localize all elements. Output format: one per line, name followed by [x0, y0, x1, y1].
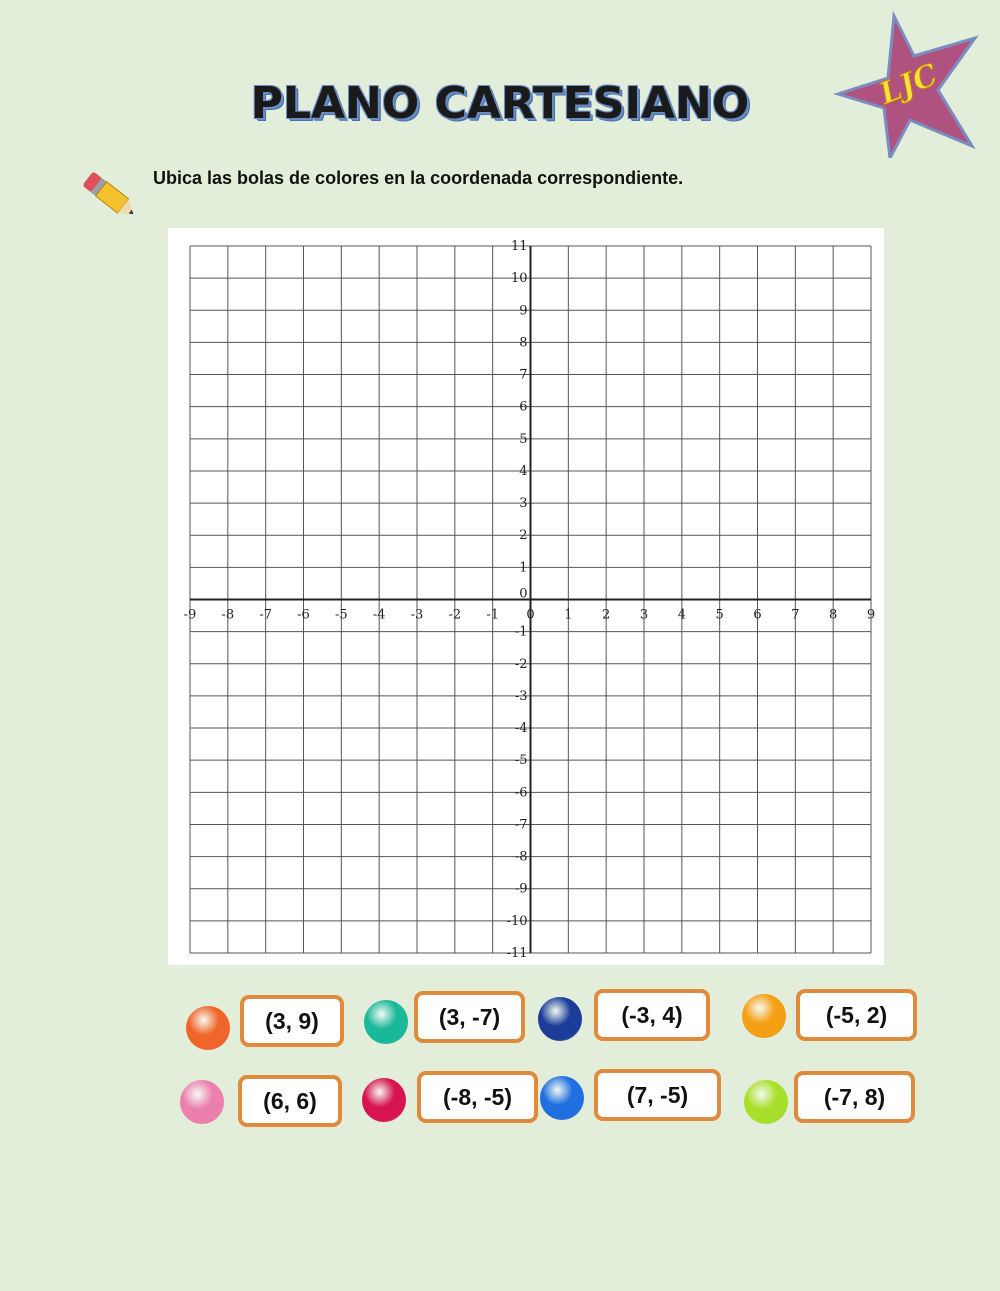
y-tick-label: -5 — [514, 753, 528, 769]
y-tick-label: 7 — [519, 367, 528, 383]
x-tick-label: 3 — [639, 607, 649, 623]
cartesian-grid — [168, 228, 884, 965]
y-tick-label: -10 — [506, 913, 528, 929]
x-tick-label: 9 — [866, 607, 876, 623]
coordinate-box: (-3, 4) — [594, 989, 710, 1041]
y-tick-label: -6 — [514, 785, 528, 801]
y-tick-label: 11 — [510, 239, 528, 254]
coordinate-box: (-5, 2) — [796, 989, 917, 1041]
y-tick-label: 10 — [510, 271, 528, 287]
y-tick-label: 5 — [519, 431, 528, 447]
y-tick-label: -9 — [514, 881, 528, 897]
y-tick-label: -3 — [514, 688, 528, 704]
x-tick-label: 2 — [602, 607, 611, 623]
color-ball[interactable] — [364, 1000, 408, 1044]
x-tick-label: -9 — [183, 607, 197, 623]
color-ball[interactable] — [180, 1080, 224, 1124]
x-tick-label: 0 — [526, 607, 535, 623]
coordinate-box: (6, 6) — [238, 1075, 342, 1127]
x-tick-label: -4 — [372, 607, 386, 623]
x-tick-label: -1 — [486, 607, 500, 623]
coordinate-box: (-7, 8) — [794, 1071, 915, 1123]
x-tick-label: -3 — [410, 607, 424, 623]
cartesian-plane — [168, 228, 884, 965]
x-tick-label: -2 — [448, 607, 462, 623]
y-tick-label: -1 — [514, 624, 528, 640]
y-tick-label: 9 — [519, 303, 528, 319]
y-tick-label: -4 — [514, 721, 528, 737]
x-tick-label: -7 — [259, 607, 273, 623]
x-tick-label: -5 — [334, 607, 348, 623]
y-tick-label: -7 — [514, 817, 528, 833]
y-tick-label: 3 — [519, 496, 528, 512]
x-tick-label: -8 — [221, 607, 235, 623]
y-tick-label: 4 — [519, 463, 528, 479]
color-ball[interactable] — [362, 1078, 406, 1122]
color-ball[interactable] — [540, 1076, 584, 1120]
x-tick-label: -6 — [297, 607, 310, 623]
coordinate-box: (3, 9) — [240, 995, 344, 1047]
color-ball[interactable] — [742, 994, 786, 1038]
y-tick-label: -8 — [514, 849, 528, 865]
y-tick-label: 8 — [519, 335, 528, 351]
x-tick-label: 1 — [564, 607, 573, 623]
logo-text: LJC — [874, 57, 943, 113]
x-tick-label: 8 — [829, 607, 838, 623]
x-tick-label: 7 — [791, 607, 800, 623]
origin-tick-label: 0 — [519, 586, 528, 602]
x-tick-label: 4 — [677, 607, 686, 623]
y-tick-label: 1 — [519, 560, 528, 576]
coordinate-box: (7, -5) — [594, 1069, 721, 1121]
y-tick-label: 2 — [519, 528, 528, 544]
x-tick-label: 6 — [753, 607, 762, 623]
page-title: PLANO CARTESIANO — [250, 78, 750, 129]
color-ball[interactable] — [538, 997, 582, 1041]
coordinate-box: (3, -7) — [414, 991, 525, 1043]
y-tick-label: -2 — [514, 656, 528, 672]
y-tick-label: -11 — [506, 946, 528, 961]
star-logo — [830, 8, 980, 158]
x-tick-label: 5 — [715, 607, 724, 623]
pencil-icon — [76, 164, 142, 226]
instruction-text: Ubica las bolas de colores en la coordenada correspondiente. — [153, 168, 684, 188]
color-ball[interactable] — [186, 1006, 230, 1050]
y-tick-label: 6 — [519, 399, 528, 415]
coordinate-box: (-8, -5) — [417, 1071, 538, 1123]
color-ball[interactable] — [744, 1080, 788, 1124]
